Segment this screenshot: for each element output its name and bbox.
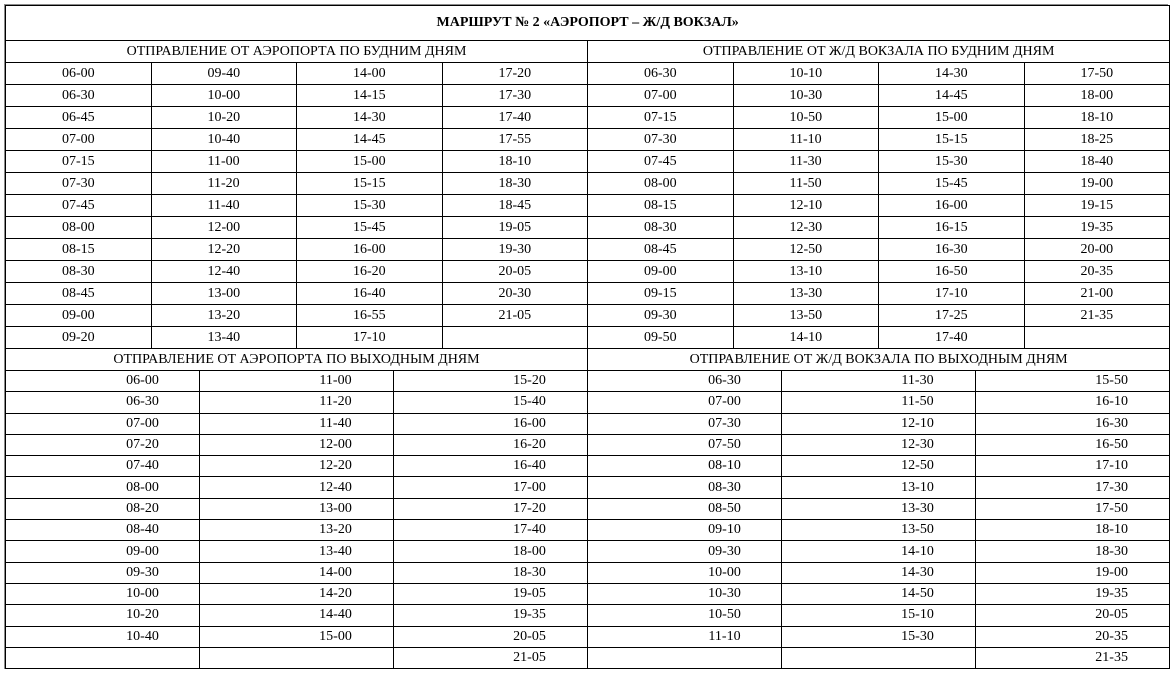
weekday-airport-time: 09-20 (6, 327, 152, 349)
weekday-station-time: 16-50 (879, 261, 1025, 283)
weekend-row (6, 456, 1170, 477)
weekday-row (6, 129, 1170, 151)
weekend-airport-time: 19-35 (394, 605, 588, 626)
weekday-airport-time: 16-00 (297, 239, 443, 261)
weekday-station-time: 14-10 (733, 327, 879, 349)
weekend-row (6, 477, 1170, 498)
weekend-row (6, 520, 1170, 541)
weekend-station-time: 06-30 (588, 371, 782, 392)
weekday-airport-time: 12-00 (151, 217, 297, 239)
weekday-airport-time: 13-40 (151, 327, 297, 349)
weekday-station-time: 11-30 (733, 151, 879, 173)
weekday-station-time: 09-00 (588, 261, 734, 283)
weekday-airport-time: 17-30 (442, 85, 588, 107)
weekday-station-time: 20-35 (1024, 261, 1170, 283)
weekend-airport-time: 17-40 (394, 520, 588, 541)
weekend-station-time: 12-50 (782, 456, 976, 477)
weekend-airport-time: 14-40 (200, 605, 394, 626)
weekend-row (6, 434, 1170, 455)
weekday-station-time: 12-30 (733, 217, 879, 239)
weekday-row (6, 151, 1170, 173)
weekday-station-time: 10-30 (733, 85, 879, 107)
weekday-airport-time: 20-30 (442, 283, 588, 305)
weekend-airport-time: 08-40 (6, 520, 200, 541)
weekend-station-time: 14-10 (782, 541, 976, 562)
weekday-row (6, 195, 1170, 217)
weekend-airport-time: 11-40 (200, 413, 394, 434)
weekend-row (6, 392, 1170, 413)
weekday-airport-time: 06-00 (6, 63, 152, 85)
weekday-station-time: 15-45 (879, 173, 1025, 195)
weekend-airport-time: 13-40 (200, 541, 394, 562)
weekday-airport-time: 10-00 (151, 85, 297, 107)
weekend-station-time: 09-30 (588, 541, 782, 562)
weekday-station-time: 18-40 (1024, 151, 1170, 173)
weekend-airport-time: 10-40 (6, 626, 200, 647)
weekday-station-time: 17-25 (879, 305, 1025, 327)
weekend-station-time: 16-50 (976, 434, 1170, 455)
weekday-row (6, 283, 1170, 305)
weekend-station-time (782, 647, 976, 668)
weekday-airport-time: 06-30 (6, 85, 152, 107)
weekend-row (6, 647, 1170, 668)
weekday-airport-time: 18-30 (442, 173, 588, 195)
weekend-airport-time: 06-00 (6, 371, 200, 392)
weekday-airport-time: 08-00 (6, 217, 152, 239)
weekend-airport-time: 15-40 (394, 392, 588, 413)
weekday-station-time: 10-50 (733, 107, 879, 129)
weekday-airport-time: 15-00 (297, 151, 443, 173)
weekend-station-time: 07-00 (588, 392, 782, 413)
weekend-row (6, 413, 1170, 434)
weekday-station-time: 07-45 (588, 151, 734, 173)
weekend-station-time: 17-10 (976, 456, 1170, 477)
weekday-airport-time: 07-00 (6, 129, 152, 151)
weekend-station-time: 15-10 (782, 605, 976, 626)
weekend-station-time: 07-30 (588, 413, 782, 434)
weekday-station-time: 19-15 (1024, 195, 1170, 217)
weekday-airport-time: 07-30 (6, 173, 152, 195)
weekend-row (6, 498, 1170, 519)
weekend-station-time: 08-50 (588, 498, 782, 519)
weekday-row (6, 305, 1170, 327)
weekday-station-time: 08-30 (588, 217, 734, 239)
weekday-station-time: 14-30 (879, 63, 1025, 85)
weekday-airport-time: 17-20 (442, 63, 588, 85)
weekday-station-time: 10-10 (733, 63, 879, 85)
weekday-airport-time: 10-40 (151, 129, 297, 151)
weekend-station-time: 08-30 (588, 477, 782, 498)
weekend-airport-time: 08-20 (6, 498, 200, 519)
weekend-airport-time: 17-20 (394, 498, 588, 519)
weekday-airport-time: 12-20 (151, 239, 297, 261)
weekend-airport-time: 11-00 (200, 371, 394, 392)
weekday-airport-time: 20-05 (442, 261, 588, 283)
route-title: МАРШРУТ № 2 «АЭРОПОРТ – Ж/Д ВОКЗАЛ» (6, 6, 1170, 41)
weekday-airport-time: 15-15 (297, 173, 443, 195)
weekend-station-time: 19-00 (976, 562, 1170, 583)
weekday-airport-time: 10-20 (151, 107, 297, 129)
weekend-station-time: 08-10 (588, 456, 782, 477)
weekday-airport-time: 11-20 (151, 173, 297, 195)
weekend-station-time: 10-00 (588, 562, 782, 583)
weekday-airport-time: 14-15 (297, 85, 443, 107)
weekend-station-time: 17-50 (976, 498, 1170, 519)
weekday-station-time: 13-50 (733, 305, 879, 327)
weekday-airport-time: 12-40 (151, 261, 297, 283)
weekday-airport-time: 15-45 (297, 217, 443, 239)
weekday-airport-time (442, 327, 588, 349)
weekday-airport-time: 14-00 (297, 63, 443, 85)
weekend-airport-time: 13-00 (200, 498, 394, 519)
weekday-station-time: 17-10 (879, 283, 1025, 305)
weekend-airport-time: 12-20 (200, 456, 394, 477)
weekend-airport-time: 17-00 (394, 477, 588, 498)
weekend-station-time: 20-05 (976, 605, 1170, 626)
weekday-airport-time: 08-45 (6, 283, 152, 305)
weekday-station-time: 18-10 (1024, 107, 1170, 129)
weekday-station-time: 09-30 (588, 305, 734, 327)
weekday-airport-time: 13-20 (151, 305, 297, 327)
weekday-airport-time: 19-30 (442, 239, 588, 261)
weekday-station-time: 08-45 (588, 239, 734, 261)
weekday-row (6, 327, 1170, 349)
weekend-row (6, 583, 1170, 604)
weekend-airport-time: 18-00 (394, 541, 588, 562)
weekday-airport-time: 07-15 (6, 151, 152, 173)
weekday-row (6, 173, 1170, 195)
weekday-row (6, 107, 1170, 129)
weekday-airport-time: 08-30 (6, 261, 152, 283)
weekday-station-time: 08-00 (588, 173, 734, 195)
weekend-airport-time: 11-20 (200, 392, 394, 413)
weekday-station-time (1024, 327, 1170, 349)
weekend-row (6, 626, 1170, 647)
weekend-station-time: 13-50 (782, 520, 976, 541)
weekday-row (6, 63, 1170, 85)
weekend-station-time: 19-35 (976, 583, 1170, 604)
weekday-airport-time: 18-10 (442, 151, 588, 173)
weekend-row (6, 562, 1170, 583)
weekend-row (6, 541, 1170, 562)
weekday-station-time: 16-15 (879, 217, 1025, 239)
weekday-station-time: 21-35 (1024, 305, 1170, 327)
weekday-station-time: 13-30 (733, 283, 879, 305)
weekday-station-time: 07-15 (588, 107, 734, 129)
weekend-station-time: 12-30 (782, 434, 976, 455)
weekend-station-time: 14-50 (782, 583, 976, 604)
weekday-airport-time: 08-15 (6, 239, 152, 261)
weekend-airport-time: 15-20 (394, 371, 588, 392)
weekend-airport-time: 18-30 (394, 562, 588, 583)
weekday-station-time: 07-00 (588, 85, 734, 107)
weekend-station-time: 14-30 (782, 562, 976, 583)
weekday-station-time: 09-50 (588, 327, 734, 349)
weekend-station-time: 11-50 (782, 392, 976, 413)
weekday-airport-time: 19-05 (442, 217, 588, 239)
weekend-airport-time: 07-00 (6, 413, 200, 434)
weekday-station-time: 12-10 (733, 195, 879, 217)
weekday-station-time: 14-45 (879, 85, 1025, 107)
weekend-station-time: 18-30 (976, 541, 1170, 562)
weekday-airport-time: 11-00 (151, 151, 297, 173)
weekday-airport-time: 17-55 (442, 129, 588, 151)
weekday-airport-time: 14-30 (297, 107, 443, 129)
weekday-airport-time: 17-40 (442, 107, 588, 129)
weekday-airport-time: 09-40 (151, 63, 297, 85)
weekend-station-time: 07-50 (588, 434, 782, 455)
weekend-station-time: 18-10 (976, 520, 1170, 541)
weekend-airport-time: 14-00 (200, 562, 394, 583)
weekend-station-time: 12-10 (782, 413, 976, 434)
weekend-airport-header: ОТПРАВЛЕНИЕ ОТ АЭРОПОРТА ПО ВЫХОДНЫМ ДНЯМ (6, 349, 588, 371)
weekend-airport-time: 09-30 (6, 562, 200, 583)
weekday-station-time: 06-30 (588, 63, 734, 85)
weekend-row (6, 371, 1170, 392)
weekend-station-time: 16-10 (976, 392, 1170, 413)
weekend-airport-time: 14-20 (200, 583, 394, 604)
weekend-airport-time (200, 647, 394, 668)
weekend-airport-time: 16-00 (394, 413, 588, 434)
weekend-airport-time: 06-30 (6, 392, 200, 413)
weekday-station-time: 07-30 (588, 129, 734, 151)
weekday-airport-time: 06-45 (6, 107, 152, 129)
weekday-airport-time: 14-45 (297, 129, 443, 151)
weekend-airport-time: 07-20 (6, 434, 200, 455)
weekday-row (6, 239, 1170, 261)
weekend-airport-time: 12-00 (200, 434, 394, 455)
weekend-station-time: 17-30 (976, 477, 1170, 498)
weekday-station-time: 17-40 (879, 327, 1025, 349)
weekday-station-time: 18-25 (1024, 129, 1170, 151)
weekday-station-time: 13-10 (733, 261, 879, 283)
weekday-station-time: 16-30 (879, 239, 1025, 261)
weekend-airport-time: 12-40 (200, 477, 394, 498)
weekend-airport-time: 10-20 (6, 605, 200, 626)
weekend-row (6, 605, 1170, 626)
weekend-station-time: 11-30 (782, 371, 976, 392)
weekend-station-time: 13-30 (782, 498, 976, 519)
weekday-station-time: 09-15 (588, 283, 734, 305)
weekday-airport-time: 21-05 (442, 305, 588, 327)
weekend-station-time: 16-30 (976, 413, 1170, 434)
weekend-station-time: 15-30 (782, 626, 976, 647)
weekend-airport-time: 16-20 (394, 434, 588, 455)
weekday-airport-time: 13-00 (151, 283, 297, 305)
weekend-station-time: 21-35 (976, 647, 1170, 668)
weekday-station-header: ОТПРАВЛЕНИЕ ОТ Ж/Д ВОКЗАЛА ПО БУДНИМ ДНЯМ (588, 41, 1170, 63)
weekend-airport-time: 15-00 (200, 626, 394, 647)
weekend-airport-time: 19-05 (394, 583, 588, 604)
weekday-airport-time: 09-00 (6, 305, 152, 327)
weekday-station-time: 08-15 (588, 195, 734, 217)
weekend-airport-time: 07-40 (6, 456, 200, 477)
weekday-airport-time: 15-30 (297, 195, 443, 217)
weekend-station-time: 09-10 (588, 520, 782, 541)
weekday-station-time: 20-00 (1024, 239, 1170, 261)
weekend-airport-time (6, 647, 200, 668)
weekend-station-time: 10-50 (588, 605, 782, 626)
weekday-station-time: 16-00 (879, 195, 1025, 217)
weekday-station-time: 15-00 (879, 107, 1025, 129)
weekday-station-time: 18-00 (1024, 85, 1170, 107)
weekend-station-time (588, 647, 782, 668)
weekday-row (6, 85, 1170, 107)
weekend-station-header: ОТПРАВЛЕНИЕ ОТ Ж/Д ВОКЗАЛА ПО ВЫХОДНЫМ ДНЯМ (588, 349, 1170, 371)
weekday-airport-time: 16-40 (297, 283, 443, 305)
weekend-airport-time: 09-00 (6, 541, 200, 562)
weekday-station-time: 19-00 (1024, 173, 1170, 195)
weekend-airport-time: 21-05 (394, 647, 588, 668)
weekday-row (6, 217, 1170, 239)
weekend-station-time: 13-10 (782, 477, 976, 498)
weekday-station-time: 19-35 (1024, 217, 1170, 239)
weekend-station-time: 11-10 (588, 626, 782, 647)
weekend-airport-time: 20-05 (394, 626, 588, 647)
weekend-airport-time: 10-00 (6, 583, 200, 604)
weekend-airport-time: 16-40 (394, 456, 588, 477)
weekend-airport-time: 13-20 (200, 520, 394, 541)
weekday-row (6, 261, 1170, 283)
schedule-table (5, 5, 1170, 669)
weekend-airport-time: 08-00 (6, 477, 200, 498)
weekday-station-time: 12-50 (733, 239, 879, 261)
weekend-station-time: 15-50 (976, 371, 1170, 392)
weekday-airport-time: 16-20 (297, 261, 443, 283)
weekday-station-time: 15-15 (879, 129, 1025, 151)
weekday-airport-header: ОТПРАВЛЕНИЕ ОТ АЭРОПОРТА ПО БУДНИМ ДНЯМ (6, 41, 588, 63)
weekday-airport-time: 18-45 (442, 195, 588, 217)
weekday-airport-time: 16-55 (297, 305, 443, 327)
weekday-station-time: 17-50 (1024, 63, 1170, 85)
schedule-sheet (4, 4, 1168, 669)
weekday-station-time: 15-30 (879, 151, 1025, 173)
weekend-station-time: 10-30 (588, 583, 782, 604)
weekday-station-time: 11-50 (733, 173, 879, 195)
weekday-station-time: 21-00 (1024, 283, 1170, 305)
weekend-station-time: 20-35 (976, 626, 1170, 647)
weekday-airport-time: 07-45 (6, 195, 152, 217)
weekday-airport-time: 17-10 (297, 327, 443, 349)
weekday-airport-time: 11-40 (151, 195, 297, 217)
weekday-station-time: 11-10 (733, 129, 879, 151)
